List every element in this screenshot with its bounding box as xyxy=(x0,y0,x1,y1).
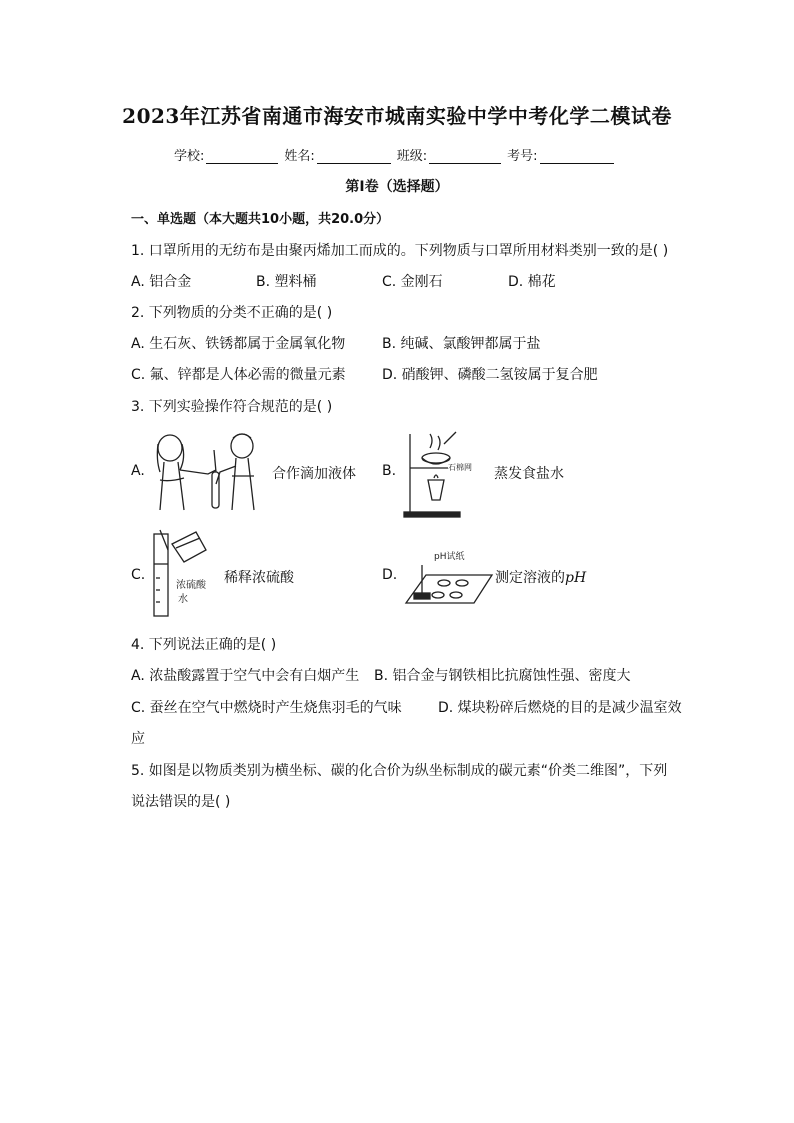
q1-option-d: D. 棉花 xyxy=(508,274,556,290)
q3-caption-a: 合作滴加液体 xyxy=(272,466,356,482)
q5-stem: 5. 如图是以物质类别为横坐标、碳的化合价为纵坐标制成的碳元素“价类二维图”，下列 xyxy=(131,763,668,779)
school-label: 学校: xyxy=(174,149,205,164)
name-blank xyxy=(317,149,391,164)
class-label: 班级: xyxy=(396,149,428,164)
q2-option-d: D. 硝酸钾、磷酸二氢铵属于复合肥 xyxy=(382,367,598,383)
q1-option-c: C. 金刚石 xyxy=(382,274,443,290)
q4-option-a: A. 浓盐酸露置于空气中会有白烟产生 xyxy=(131,668,360,684)
name-label: 姓名: xyxy=(284,149,315,164)
q2-option-c: C. 氟、锌都是人体必需的微量元素 xyxy=(131,367,346,383)
q3-figure-c-dilution xyxy=(150,528,220,620)
q2-option-b: B. 纯碱、氯酸钾都属于盐 xyxy=(382,336,541,352)
q3-caption-d-text: 测定溶液的 xyxy=(495,570,565,586)
q3-option-a: A. xyxy=(131,463,145,479)
q4-option-d-wrap: 应 xyxy=(131,731,145,747)
section-title: 第I卷（选择题） xyxy=(345,179,449,195)
q3-caption-c: 稀释浓硫酸 xyxy=(224,570,294,586)
student-info-row xyxy=(174,145,620,164)
part-heading: 一、单选题（本大题共10小题，共20.0分） xyxy=(131,212,390,227)
q1-stem: 1. 口罩所用的无纺布是由聚丙烯加工而成的。下列物质与口罩所用材料类别一致的是( ) xyxy=(131,243,669,259)
school-blank xyxy=(206,149,278,164)
q4-stem: 4. 下列说法正确的是( ) xyxy=(131,637,277,653)
q3-stem: 3. 下列实验操作符合规范的是( ) xyxy=(131,399,333,415)
ph-symbol: pH xyxy=(565,570,587,586)
q5-stem-wrap: 说法错误的是( ) xyxy=(131,794,231,810)
q3-c-acid-label: 浓硫酸 xyxy=(176,580,206,591)
q1-option-a: A. 铝合金 xyxy=(131,274,192,290)
q1-option-b: B. 塑料桶 xyxy=(256,274,317,290)
q3-option-b: B. xyxy=(382,463,397,479)
q4-option-b: B. 铝合金与钢铁相比抗腐蚀性强、密度大 xyxy=(374,668,631,684)
exam-title: 2023年江苏省南通市海安市城南实验中学中考化学二模试卷 xyxy=(122,104,672,128)
q3-figure-b-evaporation xyxy=(400,430,490,520)
q2-option-a: A. 生石灰、铁锈都属于金属氧化物 xyxy=(131,336,346,352)
exam-no-label: 考号: xyxy=(507,149,538,164)
q3-d-paper-label: pH试纸 xyxy=(434,552,465,562)
q3-option-c: C. xyxy=(131,567,146,583)
q3-b-net-label: 石棉网 xyxy=(448,463,472,472)
q3-figure-a-two-students xyxy=(150,430,272,512)
q2-stem: 2. 下列物质的分类不正确的是( ) xyxy=(131,305,333,321)
q3-caption-b: 蒸发食盐水 xyxy=(494,466,564,482)
q4-option-c: C. 蚕丝在空气中燃烧时产生烧焦羽毛的气味 xyxy=(131,700,402,716)
q4-option-d: D. 煤块粉碎后燃烧的目的是减少温室效 xyxy=(438,700,682,716)
q3-option-d: D. xyxy=(382,567,398,583)
q3-figure-d-ph-test xyxy=(404,545,496,611)
q3-c-water-label: 水 xyxy=(178,594,188,605)
class-blank xyxy=(429,149,501,164)
q3-caption-d xyxy=(495,567,586,587)
exam-no-blank xyxy=(540,149,614,164)
